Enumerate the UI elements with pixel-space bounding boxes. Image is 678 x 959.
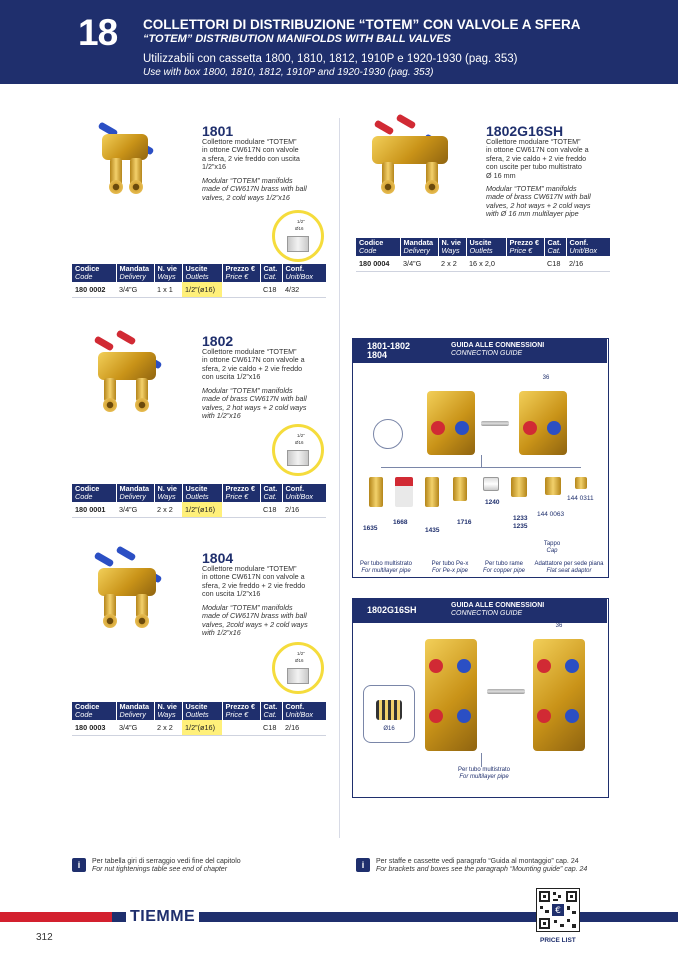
product-description-en: Modular “TOTEM” manifolds made of CW617N brass with ball valves, 2cold ways + 2 cold ways with 1/2”x16: [202, 603, 308, 638]
chapter-number: 18: [78, 12, 118, 53]
guide-header: 1801-1802 1804 GUIDA ALLE CONNESSIONI CONNECTION GUIDE: [353, 339, 607, 363]
product-description-en: Modular “TOTEM” manifolds made of brass CW617N with ball valves, 2 hot ways + 2 cold ways with 1/2”x16: [202, 386, 307, 421]
page-title: COLLETTORI DI DISTRIBUZIONE “TOTEM” CON VALVOLE A SFERA: [143, 17, 581, 32]
inset-detail: Ø16: [363, 685, 415, 743]
manifold-diagram: [533, 639, 585, 751]
product-image-1801: [88, 118, 168, 196]
info-icon: i: [356, 858, 370, 872]
page-title-en: “TOTEM” DISTRIBUTION MANIFOLDS WITH BALL VALVES: [143, 33, 451, 45]
fitting-1716: [453, 477, 467, 501]
product-description: Collettore modulare “TOTEM” in ottone CW617N con valvole a sfera, 2 vie caldo + 2 vie freddo con uscita 1/2”x16: [202, 347, 305, 382]
product-description: Collettore modulare “TOTEM” in ottone CW617N con valvole a sfera, 2 vie freddo con uscita 1/2”x16: [202, 137, 300, 172]
product-image-1804: [86, 548, 170, 630]
qr-code-icon[interactable]: [536, 888, 580, 932]
product-code: 1802G16SH: [486, 123, 564, 139]
table-row: 180 0001 3/4”G 2 x 2 1/2”(ø16) C18 2/16: [72, 502, 326, 518]
table-row: 180 0003 3/4”G 2 x 2 1/2”(ø16) C18 2/16: [72, 720, 326, 736]
product-code: 1804: [202, 550, 234, 566]
column-divider: [339, 118, 340, 838]
product-description: Collettore modulare “TOTEM” in ottone CW617N con valvole a sfera, 2 vie freddo + 2 vie freddo con uscita 1/2”x16: [202, 564, 306, 599]
product-image-1802: [86, 330, 170, 412]
footer-accent: [0, 912, 112, 922]
screw-icon: [487, 689, 525, 694]
product-code: 1802: [202, 333, 234, 349]
product-code: 1801: [202, 123, 234, 139]
svg-text:€: €: [555, 906, 561, 916]
guide-header: 1802G16SH GUIDA ALLE CONNESSIONI CONNECTION GUIDE: [353, 599, 607, 623]
connection-guide-1802g16sh: 1802G16SH GUIDA ALLE CONNESSIONI CONNECTION GUIDE 36 Ø16 Per tubo multistrato For multilayer pipe: [352, 598, 609, 798]
product-image-1802g16sh: [364, 112, 464, 194]
spec-table-1802: Codice Code Mandata Delivery N. vie Ways Uscite Outlets Prezzo € Price € Cat. Cat. Conf. Unit/Box 180 0001 3/4”G 2 x 2 1/2”(ø16) C18 2/16: [72, 484, 326, 518]
compatibility-note: Utilizzabili con cassetta 1800, 1810, 1812, 1910P e 1920-1930 (pag. 353): [143, 53, 518, 65]
fitting-1240: [483, 477, 499, 491]
brand-logo: TIEMME: [126, 908, 199, 926]
product-description-en: Modular “TOTEM” manifolds made of CW617N brass with ball valves, 2 cold ways 1/2”x16: [202, 176, 307, 202]
fitting-1435: [425, 477, 439, 507]
connection-guide-1801: 1801-1802 1804 GUIDA ALLE CONNESSIONI CONNECTION GUIDE 36 1635 1668 1435 1716 1240 1233 1235 144 0063 144 0311 Tappo Cap Per tubo multistrato For multilayer pipe Per tubo Pe-x For Pe-x pipe Per tubo rame For copper pipe Adattatore per sede piana Flat seat adaptor: [352, 338, 609, 578]
compatibility-note-en: Use with box 1800, 1810, 1812, 1910P and 1920-1930 (pag. 353): [143, 67, 434, 78]
spec-table-1804: Codice Code Mandata Delivery N. vie Ways Uscite Outlets Prezzo € Price € Cat. Cat. Conf. Unit/Box 180 0003 3/4”G 2 x 2 1/2”(ø16) C18 2/16: [72, 702, 326, 736]
table-row: 180 0004 3/4”G 2 x 2 16 x 2,0 C18 2/16: [356, 256, 610, 272]
fitting-detail: 1/2” Ø16: [272, 642, 324, 694]
fitting-1668: [395, 477, 413, 507]
fitting-1440311: [575, 477, 587, 489]
fitting-1233: [511, 477, 527, 497]
price-list-label: PRICE LIST: [540, 937, 576, 944]
table-row: 180 0002 3/4”G 1 x 1 1/2”(ø16) C18 4/32: [72, 282, 326, 298]
manifold-diagram: [425, 639, 477, 751]
fitting-detail: 1/2” Ø16: [272, 424, 324, 476]
page-number: 312: [36, 932, 53, 943]
info-icon: i: [72, 858, 86, 872]
fitting-detail-circle: [373, 419, 403, 449]
page-header: [0, 0, 678, 84]
product-description: Collettore modulare “TOTEM” in ottone CW617N con valvole a sfera, 2 vie caldo + 2 vie freddo con uscite per tubo multistrato Ø 16 mm: [486, 137, 589, 180]
fitting-1635: [369, 477, 383, 507]
spec-table-1801: Codice Code Mandata Delivery N. vie Ways Uscite Outlets Prezzo € Price € Cat. Cat. Conf. Unit/Box 180 0002 3/4”G 1 x 1 1/2”(ø16) C18 4/32: [72, 264, 326, 298]
fitting-detail: 1/2” Ø16: [272, 210, 324, 262]
spec-table-1802g16sh: Codice Code Mandata Delivery N. vie Ways Uscite Outlets Prezzo € Price € Cat. Cat. Conf. Unit/Box 180 0004 3/4”G 2 x 2 16 x 2,0 C18 2/16: [356, 238, 610, 272]
product-description-en: Modular “TOTEM” manifolds made of brass CW617N with ball valves, 2 hot ways + 2 cold ways with Ø 16 mm multilayer pipe: [486, 184, 591, 219]
fitting-1440063: [545, 477, 561, 495]
screw-icon: [481, 421, 509, 426]
